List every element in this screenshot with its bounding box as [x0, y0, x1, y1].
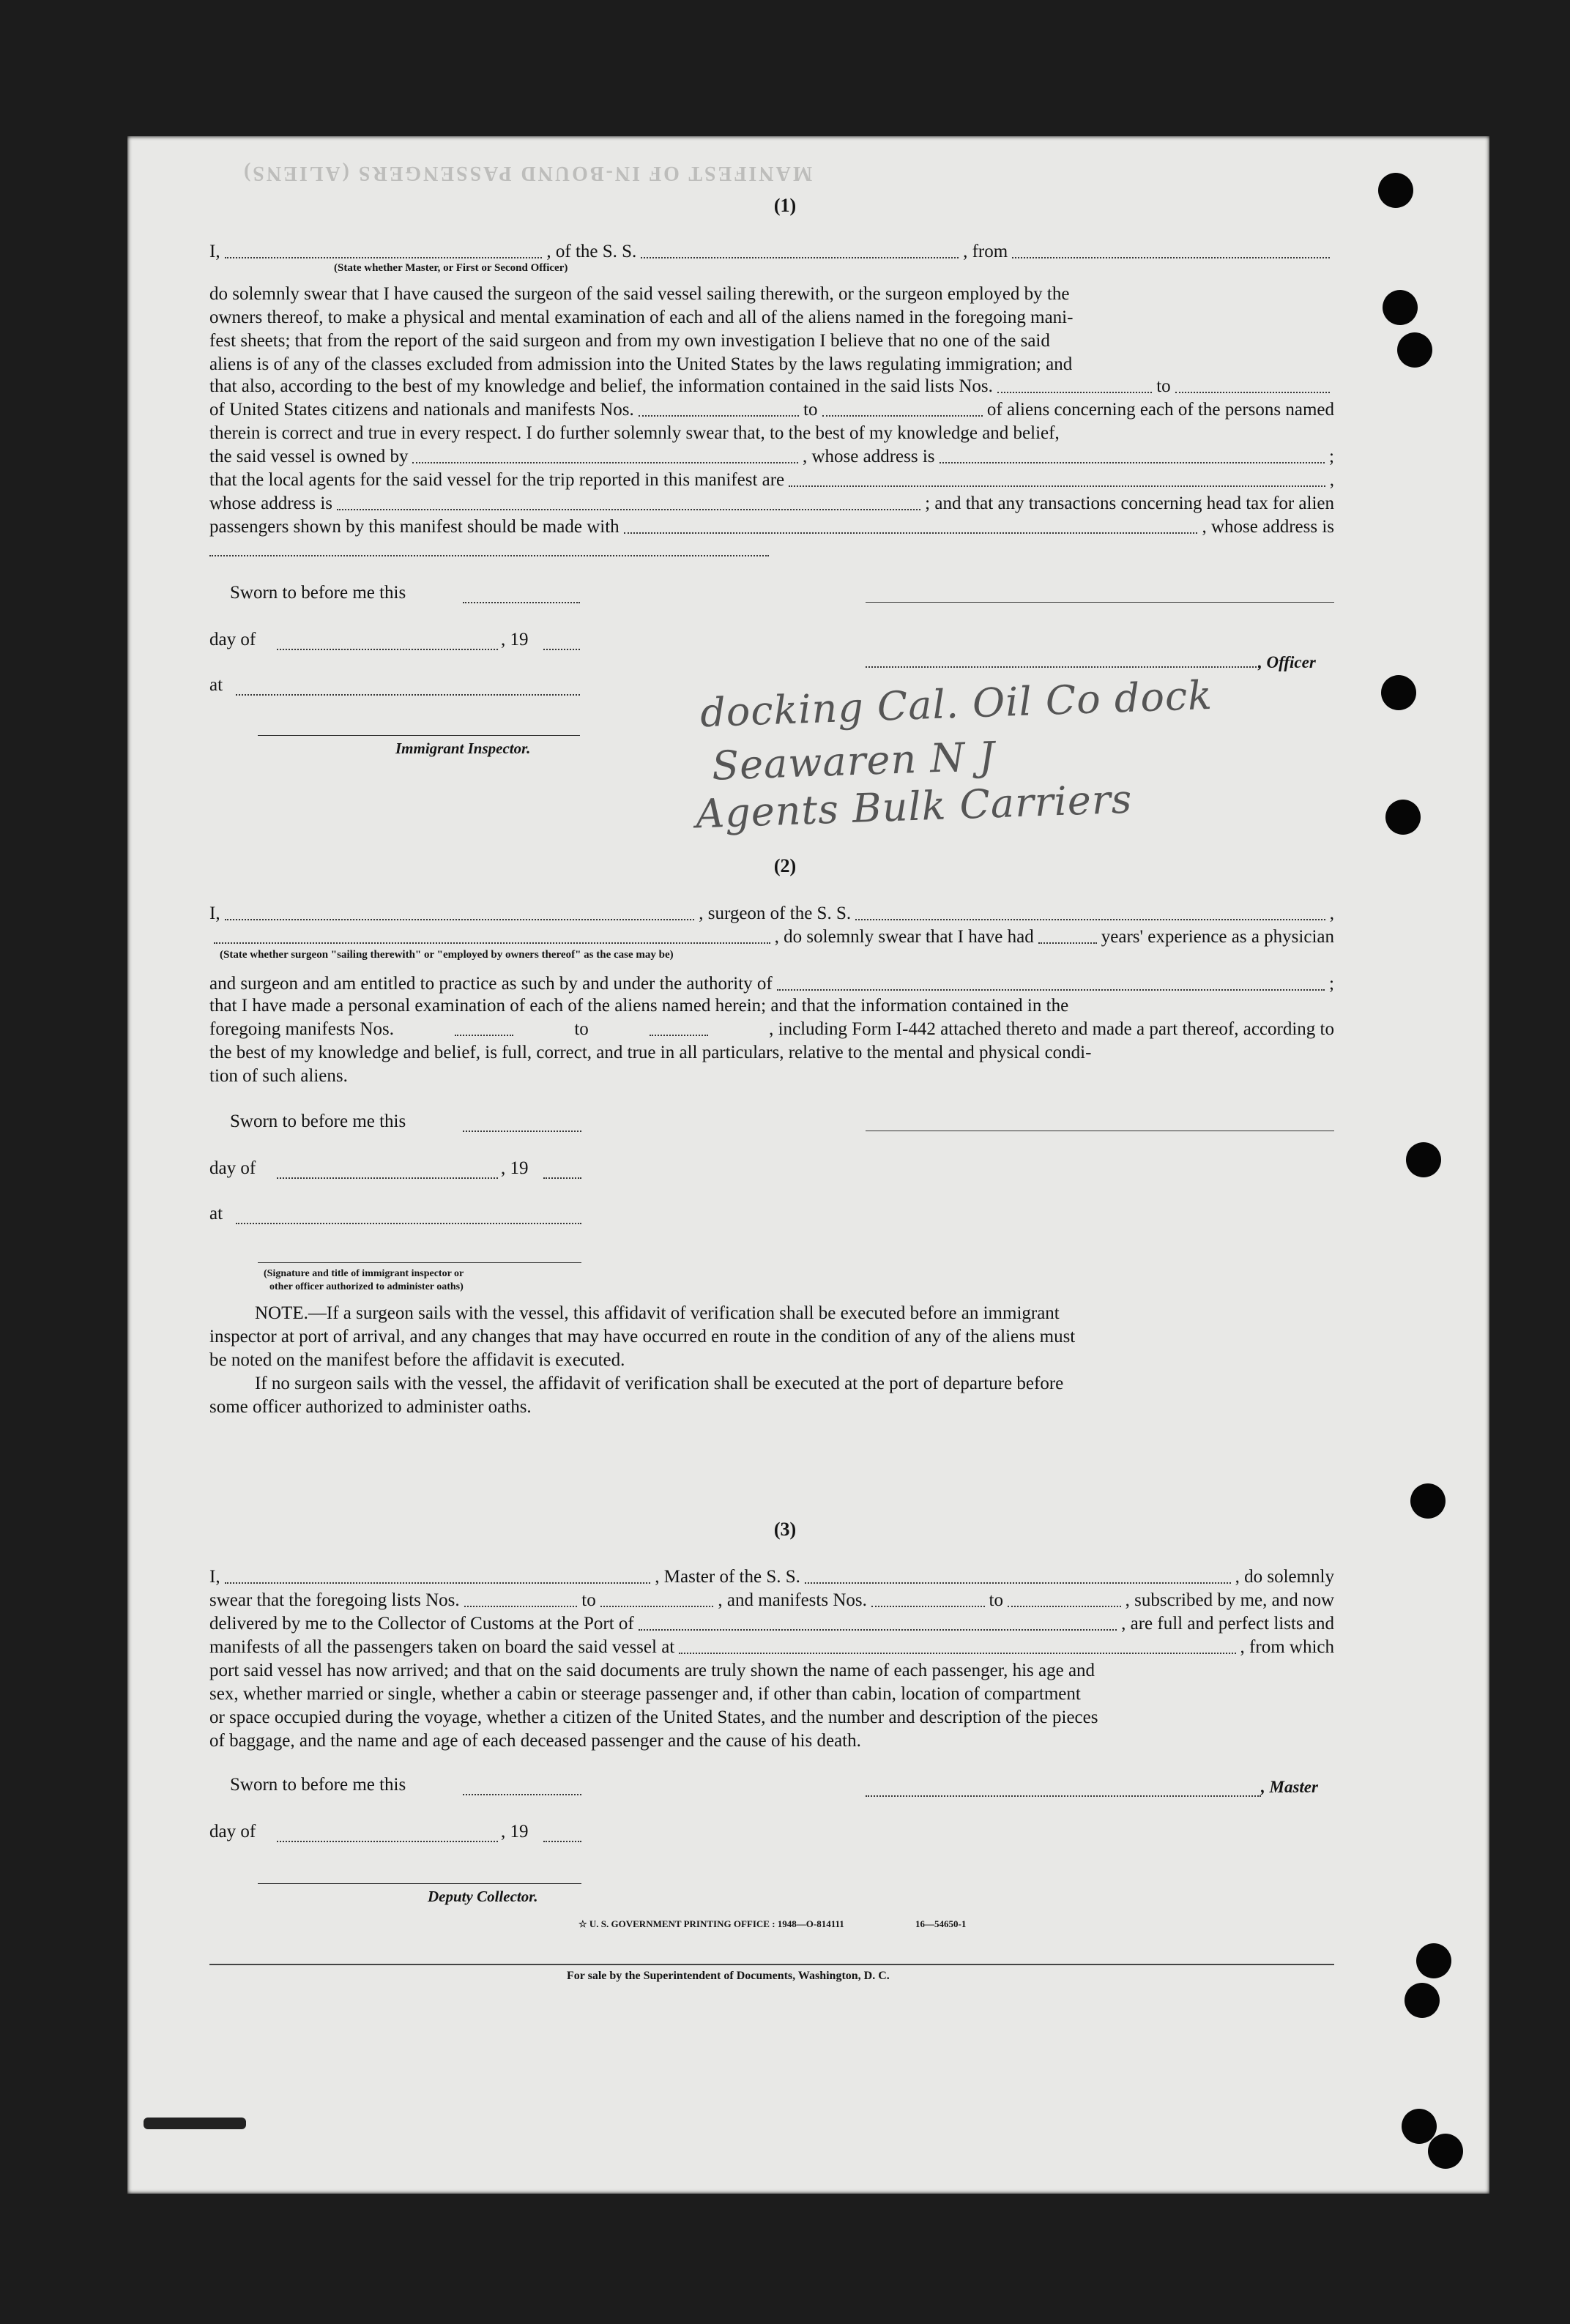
section-3-line-1: [209, 1565, 1334, 1589]
text: manifests of all the passengers taken on board the said vessel at: [209, 1637, 675, 1657]
officer-title-note: (State whether Master, or First or Second Officer): [334, 262, 568, 274]
section-1-line-7: [209, 398, 1334, 422]
surgeon-name-field[interactable]: [225, 902, 695, 920]
handwriting-line-1: docking Cal. Oil Co dock: [699, 671, 1213, 737]
port-field[interactable]: [639, 1612, 1117, 1631]
punch-hole: [1428, 2134, 1463, 2169]
text: ,: [1329, 904, 1335, 923]
sworn-day-field-1[interactable]: [463, 600, 580, 603]
surgeon-signature-field[interactable]: [866, 1129, 1334, 1131]
owner-field[interactable]: [412, 445, 798, 463]
address-continuation-field[interactable]: [209, 554, 769, 556]
text: , are full and perfect lists and: [1121, 1614, 1334, 1634]
section-1-line-6: [209, 375, 1334, 398]
text: of aliens concerning each of the persons named: [986, 400, 1335, 420]
year-label-1: , 19: [501, 630, 529, 649]
signature-note-2: other officer authorized to administer oaths): [269, 1281, 464, 1292]
master-label: , Master: [1261, 1778, 1318, 1796]
punch-hole: [1410, 1483, 1446, 1519]
section-2-number: (2): [773, 855, 797, 876]
text: passengers shown by this manifest should be made with: [209, 517, 620, 537]
text: of United States citizens and nationals and manifests Nos.: [209, 400, 634, 420]
text: years' experience as a physician: [1101, 927, 1334, 947]
text: I,: [209, 242, 220, 261]
master-manifests-from-field[interactable]: [871, 1589, 985, 1607]
text: whose address is: [209, 494, 333, 513]
at-place-field-2[interactable]: [236, 1221, 581, 1224]
text: ;: [1329, 974, 1334, 994]
master-manifests-to-field[interactable]: [1008, 1589, 1121, 1607]
lists-to-field[interactable]: [1175, 375, 1330, 393]
text: I,: [209, 904, 220, 923]
section-3-line-4: [209, 1636, 1334, 1659]
day-month-field-3[interactable]: [277, 1839, 498, 1842]
text: to: [574, 1019, 589, 1039]
punch-hole: [1385, 800, 1421, 835]
surgeon-manifest-from-field[interactable]: [455, 1018, 513, 1036]
sworn-label-2: Sworn to before me this: [230, 1111, 406, 1131]
section-1-line-8: therein is correct and true in every respect. I do further solemnly swear that, to the best of my knowledge and belief,: [209, 423, 1060, 443]
section-3-line-7: or space occupied during the voyage, whether a citizen of the United States, and the number and description of the pieces: [209, 1707, 1098, 1727]
section-2-line-4: that I have made a personal examination of each of the aliens named herein; and that the information contained in the: [209, 996, 1069, 1016]
note-line-2: inspector at port of arrival, and any changes that may have occurred en route in the condition of any of the aliens must: [209, 1327, 1076, 1347]
at-label-2: at: [209, 1204, 223, 1224]
text: , subscribed by me, and now: [1125, 1590, 1335, 1610]
text: , whose address is: [1202, 517, 1334, 537]
day-of-label-2: day of: [209, 1158, 256, 1178]
signature-note-1: (Signature and title of immigrant inspector or: [264, 1268, 464, 1279]
footer-rule: [209, 1964, 1334, 1965]
year-label-2: , 19: [501, 1158, 529, 1178]
section-2-line-5: [209, 1018, 1334, 1041]
text: I,: [209, 1567, 220, 1587]
text: ;: [1329, 447, 1334, 466]
text: ,: [1329, 470, 1334, 490]
day-of-label-3: day of: [209, 1822, 256, 1841]
manifests-from-field[interactable]: [639, 398, 799, 417]
text: the said vessel is owned by: [209, 447, 409, 466]
text: to: [581, 1590, 596, 1610]
text: to: [803, 400, 818, 420]
authority-field[interactable]: [777, 972, 1325, 991]
text: , from: [963, 242, 1008, 261]
inspector-signature-field[interactable]: [258, 734, 580, 736]
at-place-field-1[interactable]: [236, 693, 580, 696]
section-1-line-4: fest sheets; that from the report of the said surgeon and from my own investigation I believe that no one of the said: [209, 331, 1050, 351]
day-month-field-1[interactable]: [277, 647, 498, 650]
section-1-line-5: aliens is of any of the classes excluded from admission into the United States by the laws regulating immigration; and: [209, 354, 1073, 374]
section-2-line-6: the best of my knowledge and belief, is full, correct, and true in all particulars, relative to the mental and physical condi-: [209, 1043, 1092, 1062]
section-1-number: (1): [773, 195, 797, 216]
lists-from-field[interactable]: [997, 375, 1152, 393]
sworn-label-1: Sworn to before me this: [230, 583, 406, 603]
surgeon-manifest-to-field[interactable]: [650, 1018, 708, 1036]
punch-hole: [1405, 1983, 1440, 2018]
section-3-line-3: [209, 1612, 1334, 1636]
text: that the local agents for the said vessel for the trip reported in this manifest are: [209, 470, 785, 490]
punch-hole: [1381, 675, 1416, 710]
punch-hole: [1378, 173, 1413, 208]
section-3-line-5: port said vessel has now arrived; and that on the said documents are truly shown the name of each passenger, his age and: [209, 1661, 1095, 1680]
owner-address-field[interactable]: [940, 445, 1325, 463]
punch-hole: [1383, 290, 1418, 325]
surgeon-status-note: (State whether surgeon "sailing therewith" or "employed by owners thereof" as the case may be): [220, 949, 674, 961]
text: ; and that any transactions concerning head tax for alien: [925, 494, 1334, 513]
at-label-1: at: [209, 675, 223, 695]
text: swear that the foregoing lists Nos.: [209, 1590, 460, 1610]
year-field-2[interactable]: [543, 1176, 581, 1179]
section-1-line-11: [209, 492, 1334, 515]
year-field-1[interactable]: [543, 647, 580, 650]
departure-port-field[interactable]: [1012, 240, 1330, 258]
section-1-line-1: [209, 240, 1334, 264]
local-agents-field[interactable]: [789, 469, 1325, 487]
note-line-5: some officer authorized to administer oaths.: [209, 1397, 532, 1417]
year-label-3: , 19: [501, 1822, 529, 1841]
text: , do solemnly: [1235, 1567, 1335, 1587]
master-signature-field[interactable]: [866, 1794, 1261, 1797]
section-2-line-2: [209, 925, 1334, 949]
inspector-label: Immigrant Inspector.: [395, 740, 531, 757]
deputy-signature-field[interactable]: [258, 1882, 581, 1884]
text: , do solemnly swear that I have had: [774, 927, 1034, 947]
note-line-1: NOTE.—If a surgeon sails with the vessel, this affidavit of verification shall be executed before an immigrant: [255, 1303, 1060, 1323]
boarding-port-field[interactable]: [679, 1636, 1235, 1654]
officer-signature-field[interactable]: [866, 600, 1334, 603]
edge-smudge: [144, 2118, 246, 2129]
sworn-day-field-2[interactable]: [463, 1129, 581, 1132]
section-1-line-12: [209, 515, 1334, 539]
print-office-line: ☆ U. S. GOVERNMENT PRINTING OFFICE : 1948—O-814111: [578, 1918, 844, 1929]
text: , of the S. S.: [546, 242, 637, 261]
section-2-line-3: [209, 972, 1334, 996]
section-1-line-9: [209, 445, 1334, 469]
officer-label: , Officer: [1258, 653, 1316, 671]
section-3-line-8: of baggage, and the name and age of each deceased passenger and the cause of his death.: [209, 1731, 861, 1751]
section-1-line-2: do solemnly swear that I have caused the surgeon of the said vessel sailing therewith, or the surgeon employed by the: [209, 284, 1070, 304]
sale-notice: For sale by the Superintendent of Documents, Washington, D. C.: [567, 1970, 890, 1982]
note-line-3: be noted on the manifest before the affidavit is executed.: [209, 1350, 625, 1370]
year-field-3[interactable]: [543, 1839, 581, 1842]
text: delivered by me to the Collector of Customs at the Port of: [209, 1614, 634, 1634]
text: to: [989, 1590, 1003, 1610]
text: , including Form I-442 attached thereto and made a part thereof, according to: [769, 1019, 1334, 1039]
manifests-to-field[interactable]: [822, 398, 983, 417]
text: , whose address is: [803, 447, 935, 466]
text: that also, according to the best of my knowledge and belief, the information contained in the said lists Nos.: [209, 376, 993, 396]
section-1-line-10: [209, 469, 1334, 492]
deputy-label: Deputy Collector.: [428, 1888, 538, 1905]
text: , surgeon of the S. S.: [699, 904, 852, 923]
text: , Master of the S. S.: [655, 1567, 800, 1587]
master-vessel-field[interactable]: [805, 1565, 1231, 1584]
officer-title-field[interactable]: [866, 665, 1260, 668]
note-line-4: If no surgeon sails with the vessel, the affidavit of verification shall be executed at the port of departure before: [255, 1374, 1064, 1393]
master-lists-to-field[interactable]: [600, 1589, 714, 1607]
officer-name-field[interactable]: [225, 240, 543, 258]
text: and surgeon and am entitled to practice as such by and under the authority of: [209, 974, 773, 994]
punch-hole: [1416, 1943, 1451, 1978]
head-tax-party-field[interactable]: [624, 515, 1198, 534]
day-month-field-2[interactable]: [277, 1176, 498, 1179]
section-2-line-1: [209, 902, 1334, 925]
section-3-line-2: [209, 1589, 1334, 1612]
inspector-signature-field-2[interactable]: [258, 1261, 581, 1263]
years-experience-field[interactable]: [1038, 925, 1097, 944]
text: , and manifests Nos.: [718, 1590, 867, 1610]
master-name-field[interactable]: [225, 1565, 651, 1584]
vessel-name-field[interactable]: [641, 240, 959, 258]
day-of-label-1: day of: [209, 630, 256, 649]
section-1-line-3: owners thereof, to make a physical and mental examination of each and all of the aliens named in the foregoing mani-: [209, 308, 1074, 327]
master-lists-from-field[interactable]: [464, 1589, 578, 1607]
surgeon-status-field[interactable]: [214, 925, 770, 944]
punch-hole: [1402, 2109, 1437, 2144]
section-2-line-7: tion of such aliens.: [209, 1066, 348, 1086]
agents-address-field[interactable]: [337, 492, 920, 510]
handwriting-line-3: Agents Bulk Carriers: [695, 775, 1134, 838]
handwriting-line-2: Seawaren N J: [711, 733, 997, 789]
bleed-through-stamp: MANIFEST OF IN-BOUND PASSENGERS (ALIENS): [242, 162, 813, 185]
text: foregoing manifests Nos.: [209, 1019, 395, 1039]
section-3-number: (3): [773, 1519, 797, 1540]
surgeon-vessel-field[interactable]: [855, 902, 1325, 920]
section-3-line-6: sex, whether married or single, whether a cabin or steerage passenger and, if other than cabin, location of compartment: [209, 1684, 1081, 1704]
form-number: 16—54650-1: [915, 1918, 967, 1929]
text: , from which: [1240, 1637, 1334, 1657]
sworn-day-field-3[interactable]: [463, 1792, 581, 1795]
sworn-label-3: Sworn to before me this: [230, 1775, 406, 1795]
text: to: [1156, 376, 1171, 396]
punch-hole: [1406, 1142, 1441, 1177]
punch-hole: [1397, 332, 1432, 368]
